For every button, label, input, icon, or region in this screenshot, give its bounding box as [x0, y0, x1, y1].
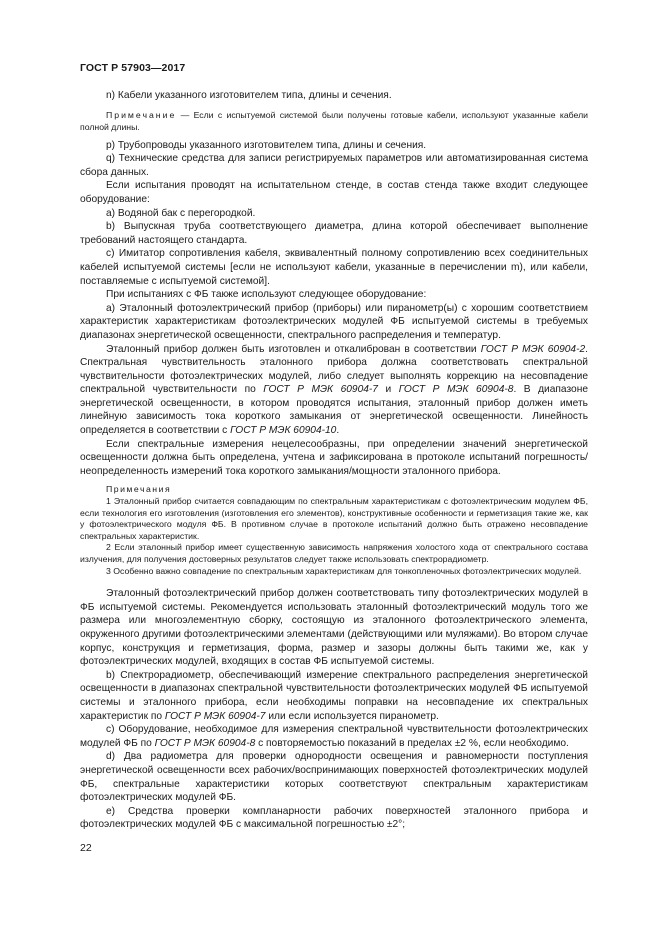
- page-header-title: ГОСТ Р 57903—2017: [80, 62, 186, 74]
- text-run: с повторяемостью показаний в пределах ±2 %, если необходимо.: [255, 737, 569, 749]
- note-item: 3 Особенно важно совпадение по спектральным характеристикам для тонкопленочных фотоэлектрических модулей.: [106, 565, 582, 576]
- page-body: [80, 89, 588, 832]
- item-n: n) Кабели указанного изготовителем типа, длины и сечения.: [106, 90, 392, 101]
- item-p: p) Трубопроводы указанного изготовителем типа, длины и сечения.: [106, 139, 427, 151]
- note-text: — Если с испытуемой системой были получены готовые кабели, используют указанные кабели полной длины.: [80, 109, 588, 132]
- stand-item-c: c) Имитатор сопротивления кабеля, эквивалентный полному сопротивлению всех соединительных кабелей испытуемой системы [если не используют кабели, указанные в перечислении m), или кабели, поставляемые с испытуемой системой].: [80, 248, 588, 287]
- text-run: . В диапазоне энергетической освещенности, в котором проводятся испытания, эталонный прибор должен иметь линейную зависимость тока короткого замыкания от энергетической освещенности. Линейность определяется в соответствии с: [80, 384, 588, 437]
- stand-intro: Если испытания проводят на испытательном стенде, в состав стенда также входит следующее оборудование:: [80, 180, 588, 205]
- standard-ref: ГОСТ Р МЭК 60904-8: [398, 384, 514, 396]
- fb-item-b: [80, 669, 588, 723]
- text-run: .: [336, 425, 340, 437]
- text-run: и: [377, 384, 399, 396]
- fb-item-e: e) Средства проверки компланарности рабочих поверхностей эталонного прибора и фотоэлектрических модулей ФБ с максимальной погрешностью ±2°;: [80, 805, 588, 831]
- text-run: c) Оборудование, необходимое для измерения спектральной чувствительности фотоэлектрических модулей ФБ по: [80, 724, 588, 749]
- note-label: Примечание: [106, 109, 177, 120]
- page-number: 22: [80, 842, 92, 854]
- notes-block: [80, 484, 588, 577]
- stand-item-a: a) Водяной бак с перегородкой.: [106, 207, 256, 219]
- fb-intro: При испытаниях с ФБ также используют следующее оборудование:: [106, 289, 427, 301]
- reference-device-paragraph: [80, 343, 588, 438]
- item-q: q) Технические средства для записи регистрируемых параметров или автоматизированная система сбора данных.: [80, 153, 588, 178]
- text-run: Эталонный прибор должен быть изготовлен и откалиброван в соответствии: [106, 343, 481, 355]
- note-item: 1 Эталонный прибор считается совпадающим по спектральным характеристикам с фотоэлектрическим модулем ФБ, если технология его изготовления (изготовления его элементов), конструктивные особенности и герметизация такие же, как у фотоэлектрического модуля ФБ. В противном случае в протоколе испытаний должно быть отражено несовпадение спектральных характеристик.: [80, 496, 588, 541]
- text-run: . Спектральная чувствительность эталонного прибора должна соответствовать спектральной чувствительности фотоэлектрических модулей, либо следует выполнять коррекцию на несовпадение спектральной чувствительности по: [80, 343, 588, 396]
- fb-item-a: a) Эталонный фотоэлектрический прибор (приборы) или пиранометр(ы) с хорошим соответствием характеристик характеристикам фотоэлектрических модулей ФБ испытуемой системы в требуемых диапазонах энергетической освещенности, спектрального распределения и температур.: [80, 302, 588, 341]
- fb-item-c: [80, 723, 588, 750]
- standard-ref: ГОСТ Р МЭК 60904-10: [230, 425, 337, 437]
- text-run: b) Спектрорадиометр, обеспечивающий измерение спектрального распределения энергетической освещенности в диапазонах спектральной чувствительности фотоэлектрических модулей ФБ испытуемой системы и эталонного прибора, если необходимы поправки на несовпадение их спектральных характеристик по: [80, 669, 588, 722]
- note-cables: [80, 109, 588, 133]
- spectral-paragraph: Если спектральные измерения нецелесообразны, при определении значений энергетической освещенности должна быть определена, учтена и зафиксирована в протоколе испытаний погрешность/неопределенность измерений тока короткого замыкания/мощности эталонного прибора.: [80, 438, 588, 477]
- standard-ref: ГОСТ Р МЭК 60904-8: [154, 737, 256, 749]
- notes-title: Примечания: [106, 484, 172, 495]
- standard-ref: ГОСТ Р МЭК 60904-2: [480, 343, 586, 355]
- text-run: или если используется пиранометр.: [265, 710, 439, 722]
- note-item: 2 Если эталонный прибор имеет существенную зависимость напряжения холостого хода от спектрального состава излучения, для получения достоверных результатов следует также использовать спектрорадиометр.: [80, 542, 588, 564]
- fb-item-d: d) Два радиометра для проверки однородности освещения и равномерности поступления энергетической освещенности всех рабочих/воспринимающих поверхностей фотоэлектрических модулей ФБ, спектральные характеристики которых соответствуют спектральным характеристикам фотоэлектрических модулей ФБ.: [80, 751, 588, 804]
- stand-item-b: b) Выпускная труба соответствующего диаметра, длина которой обеспечивает выполнение требований настоящего стандарта.: [80, 221, 588, 246]
- reference-type-paragraph: Эталонный фотоэлектрический прибор должен соответствовать типу фотоэлектрических модулей в ФБ испытуемой системы. Рекомендуется использовать эталонный фотоэлектрический модуль того же размера или многоэлементную сборку, состоящую из эталонного фотоэлектрического элемента, окруженного другими фотоэлектрическими элементами (действующими или муляжами). Во втором случае корпус, конструкция и герметизация, форма, размер и зазоры должны быть такими же, как у фотоэлектрических модулей, входящих в состав ФБ испытуемой системы.: [80, 588, 588, 668]
- standard-ref: ГОСТ Р МЭК 60904-7: [164, 710, 266, 722]
- standard-ref: ГОСТ Р МЭК 60904-7: [263, 384, 378, 396]
